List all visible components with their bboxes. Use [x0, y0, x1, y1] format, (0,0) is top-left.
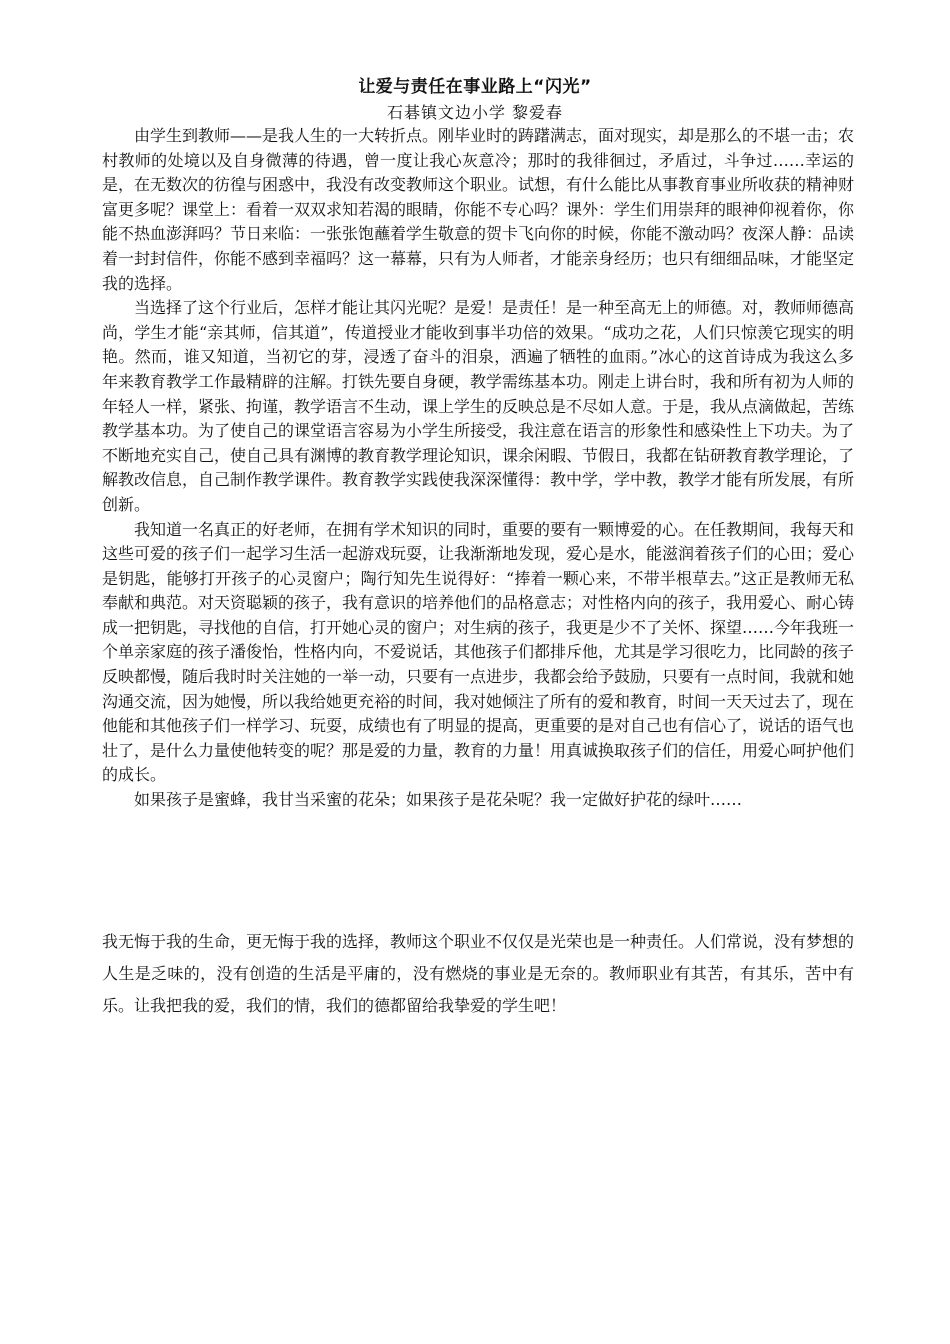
paragraph-1: 由学生到教师——是我人生的一大转折点。刚毕业时的踌躇满志，面对现实，却是那么的不堪一击；农村教师的处境以及自身微薄的待遇，曾一度让我心灰意冷；那时的我徘徊过，矛盾过，斗争过……幸运的是，在无数次的彷徨与困惑中，我没有改变教师这个职业。试想，有什么能比从事教育事业所收获的精神财富更多呢？课堂上：看着一双双求知若渴的眼睛，你能不专心吗？课外：学生们用崇拜的眼神仰视着你，你能不热血澎湃吗？节日来临：一张张饱蘸着学生敬意的贺卡飞向你的时候，你能不激动吗？夜深人静：品读着一封封信件，你能不感到幸福吗？这一幕幕，只有为人师者，才能亲身经历；也只有细细品味，才能坚定我的选择。 [102, 126, 855, 293]
author-line: 石碁镇文边小学 黎爱春 [386, 103, 564, 122]
body-text [102, 124, 854, 813]
paragraph-3: 我知道一名真正的好老师，在拥有学术知识的同时，重要的要有一颗博爱的心。在任教期间，我每天和这些可爱的孩子们一起学习生活一起游戏玩耍，让我渐渐地发现，爱心是水，能滋润着孩子们的心田；爱心是钥匙，能够打开孩子的心灵窗户；陶行知先生说得好：“捧着一颗心来，不带半根草去。”这正是教师无私奉献和典范。对天资聪颖的孩子，我有意识的培养他们的品格意志；对性格内向的孩子，我用爱心、耐心铸成一把钥匙，寻找他的自信，打开她心灵的窗户；对生病的孩子，我更是少不了关怀、探望……今年我班一个单亲家庭的孩子潘俊怡，性格内向，不爱说话，其他孩子们都排斥他，尤其是学习很吃力，比同龄的孩子反映都慢，随后我时时关注她的一举一动，只要有一点进步，我都会给予鼓励，只要有一点时间，我就和她沟通交流，因为她慢，所以我给她更充裕的时间，我对她倾注了所有的爱和教育，时间一天天过去了，现在他能和其他孩子们一样学习、玩耍，成绩也有了明显的提高，更重要的是对自己也有信心了，说话的语气也壮了，是什么力量使他转变的呢？那是爱的力量，教育的力量！用真诚换取孩子们的信任，用爱心呵护他们的成长。 [102, 519, 855, 785]
document-title: 让爱与责任在事业路上“闪光” [358, 77, 592, 97]
paragraph-4: 如果孩子是蜜蜂，我甘当采蜜的花朵；如果孩子是花朵呢？我一定做好护花的绿叶…… [134, 790, 743, 810]
closing-paragraph: 我无悔于我的生命，更无悔于我的选择，教师这个职业不仅仅是光荣也是一种责任。人们常说，没有梦想的人生是乏味的，没有创造的生活是平庸的，没有燃烧的事业是无奈的。教师职业有其苦，有其乐，苦中有乐。让我把我的爱，我们的情，我们的德都留给我挚爱的学生吧！ [102, 932, 855, 1015]
paragraph-2: 当选择了这个行业后，怎样才能让其闪光呢？是爱！是责任！是一种至高无上的师德。对，教师师德高尚，学生才能“亲其师，信其道”，传道授业才能收到事半功倍的效果。“成功之花，人们只惊羡它现实的明艳。然而，谁又知道，当初它的芽，浸透了奋斗的泪泉，洒遍了牺牲的血雨。”冰心的这首诗成为我这么多年来教育教学工作最精辟的注解。打铁先要自身硬，教学需练基本功。刚走上讲台时，我和所有初为人师的年轻人一样，紧张、拘谨，教学语言不生动，课上学生的反映总是不尽如人意。于是，我从点滴做起，苦练教学基本功。为了使自己的课堂语言容易为小学生所接受，我注意在语言的形象性和感染性上下功夫。为了不断地充实自己，使自己具有渊博的教育教学理论知识，课余闲暇、节假日，我都在钻研教育教学理论，了解教改信息，自己制作教学课件。教育教学实践使我深深懂得：教中学，学中教，教学才能有所发展，有所创新。 [102, 298, 855, 514]
